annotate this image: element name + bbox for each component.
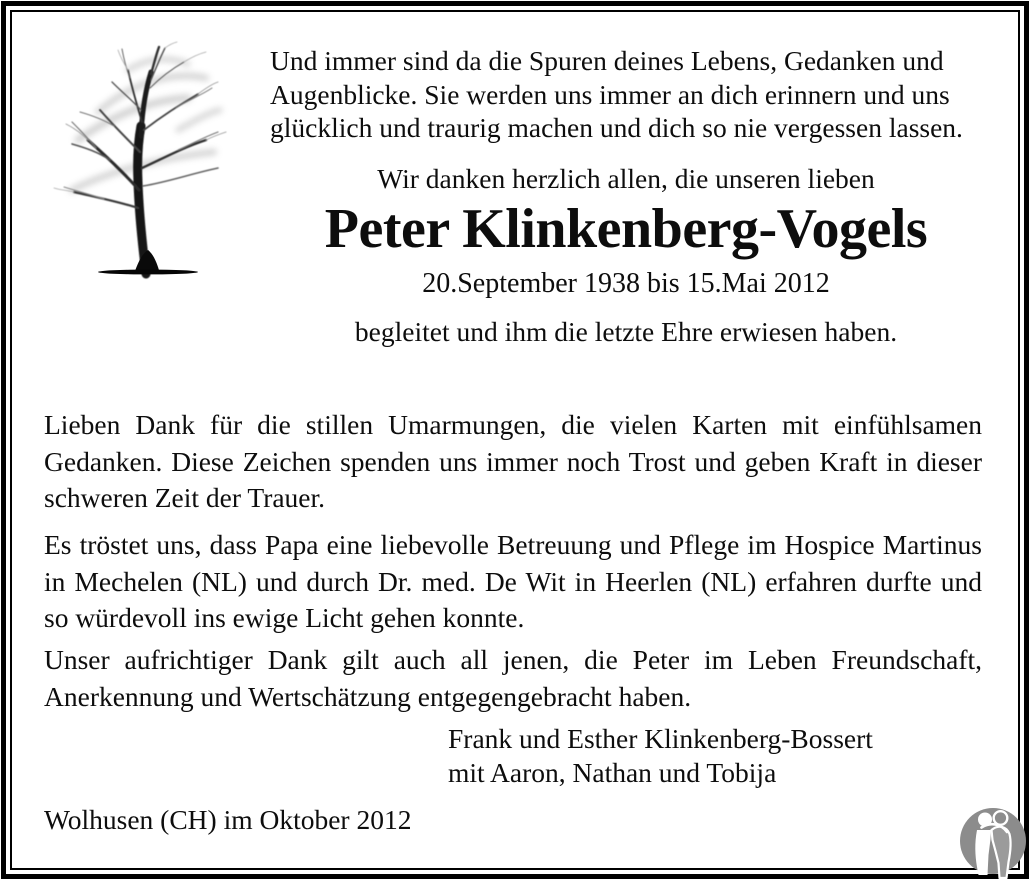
embracing-figures-icon	[958, 807, 1030, 881]
care-paragraph: Es tröstet uns, dass Papa eine liebevolle Betreuung und Pflege im Hospice Martinus in Mechelen (NL) und durch Dr. med. De Wit in Heerlen (NL) erfahren durfte und so würdevoll ins ewige Licht gehen konnte.	[44, 529, 982, 633]
intro-paragraph: Und immer sind da die Spuren deines Lebens, Gedanken und Augenblicke. Sie werden uns immer an dich erinnern und uns glücklich und traurig machen und dich so nie vergessen lassen.	[270, 45, 963, 143]
signature-line-2: mit Aaron, Nathan und Tobija	[448, 756, 777, 788]
escort-line: begleitet und ihm die letzte Ehre erwiesen haben.	[354, 315, 898, 347]
thanks-line: Wir danken herzlich allen, die unseren lieben	[377, 162, 875, 194]
bare-tree-icon	[38, 40, 236, 302]
thanks-paragraph: Lieben Dank für die stillen Umarmungen, die vielen Karten mit einfühlsamen Gedanken. Diese Zeichen spenden uns immer noch Trost und geben Kraft in dieser schweren Zeit der Trauer.	[44, 409, 982, 513]
signature-line-1: Frank und Esther Klinkenberg-Bossert	[448, 723, 873, 754]
place-date-line: Wolhusen (CH) im Oktober 2012	[44, 804, 412, 835]
life-dates: 20.September 1938 bis 15.Mai 2012	[422, 267, 830, 299]
gratitude-paragraph: Unser aufrichtiger Dank gilt auch all jenen, die Peter im Leben Freundschaft, Anerkennung und Wertschätzung entgegengebracht haben.	[44, 644, 982, 712]
signature-block	[448, 722, 873, 789]
deceased-name: Peter Klinkenberg-Vogels	[324, 197, 928, 260]
intro-column	[270, 44, 982, 348]
